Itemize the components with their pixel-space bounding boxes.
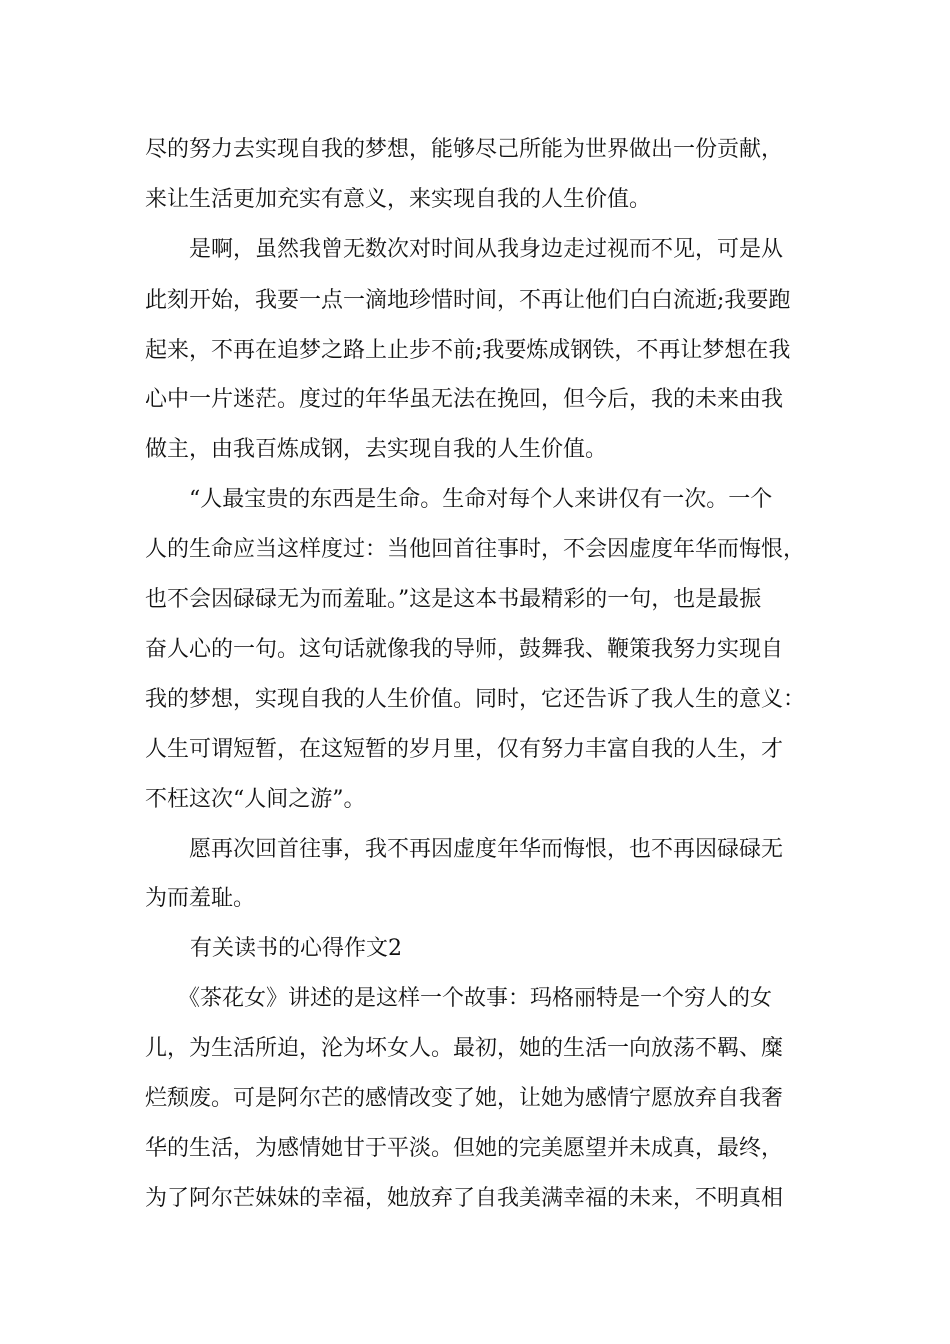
text-line: 也不会因碌碌无为而羞耻。”这是这本书最精彩的一句，也是最振 (145, 587, 762, 612)
text-line: 起来，不再在追梦之路上止步不前;我要炼成钢铁，不再让梦想在我 (145, 338, 791, 363)
text-line: 烂颓废。可是阿尔芒的感情改变了她，让她为感情宁愿放弃自我奢 (145, 1086, 784, 1111)
text-line: 人的生命应当这样度过：当他回首往事时，不会因虚度年华而悔恨， (145, 537, 806, 562)
text-line: 为而羞耻。 (145, 886, 256, 911)
text-line: “人最宝贵的东西是生命。生命对每个人来讲仅有一次。一个 (145, 487, 773, 512)
text-line: 此刻开始，我要一点一滴地珍惜时间，不再让他们白白流逝;我要跑 (145, 288, 791, 313)
text-line: 奋人心的一句。这句话就像我的导师，鼓舞我、鞭策我努力实现自 (145, 637, 784, 662)
text-line: 愿再次回首往事，我不再因虚度年华而悔恨，也不再因碌碌无 (145, 837, 784, 862)
text-line: 《茶花女》讲述的是这样一个故事：玛格丽特是一个穷人的女 (145, 986, 773, 1011)
text-line: 人生可谓短暂，在这短暂的岁月里，仅有努力丰富自我的人生，才 (145, 737, 784, 762)
text-line: 儿，为生活所迫，沦为坏女人。最初，她的生活一向放荡不羁、糜 (145, 1036, 784, 1061)
text-line: 华的生活，为感情她甘于平淡。但她的完美愿望并未成真，最终， (145, 1136, 784, 1161)
text-line: 做主，由我百炼成钢，去实现自我的人生价值。 (145, 437, 608, 462)
section-heading: 有关读书的心得作文2 (190, 936, 402, 961)
text-line: 为了阿尔芒妹妹的幸福，她放弃了自我美满幸福的未来，不明真相 (145, 1186, 784, 1211)
text-line: 我的梦想，实现自我的人生价值。同时，它还告诉了我人生的意义： (145, 687, 806, 712)
text-line: 是啊，虽然我曾无数次对时间从我身边走过视而不见，可是从 (145, 237, 784, 262)
text-line: 不枉这次“人间之游”。 (145, 787, 366, 812)
text-line: 心中一片迷茫。度过的年华虽无法在挽回，但今后，我的未来由我 (145, 387, 784, 412)
text-line: 尽的努力去实现自我的梦想，能够尽己所能为世界做出一份贡献， (145, 137, 784, 162)
text-line: 来让生活更加充实有意义，来实现自我的人生价值。 (145, 187, 652, 212)
